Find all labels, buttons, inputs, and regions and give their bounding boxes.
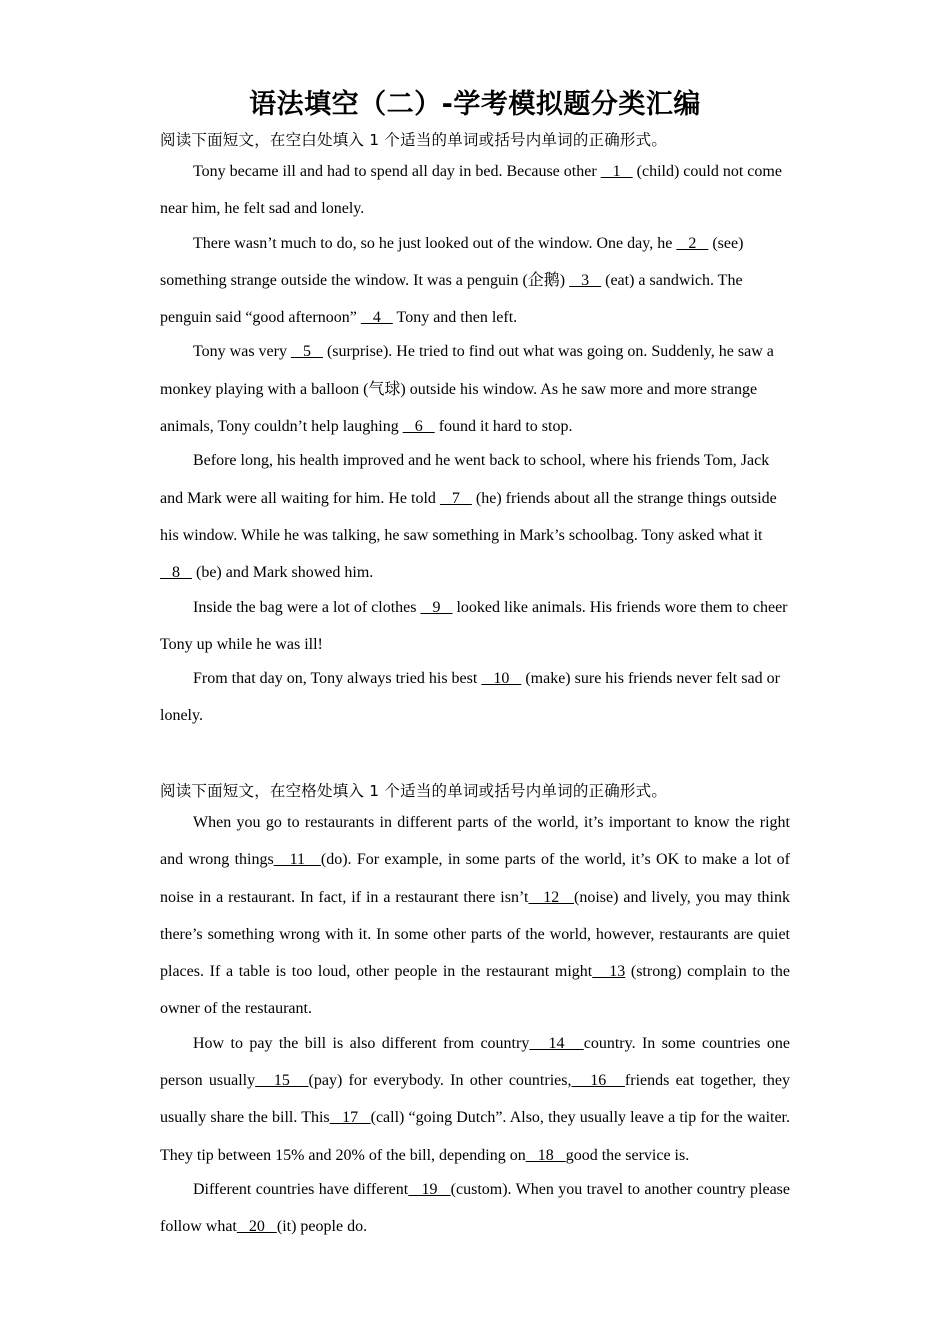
passage-text: (noise) and lively, you may think there’s something wrong with it. In some other parts of the world, however, restaurants are quiet places. If a table is too loud, other people in the restaurant might [160, 888, 791, 981]
passage-text: From that day on, Tony always tried his best [193, 670, 482, 688]
passage-text: good the service is. [565, 1146, 690, 1164]
passage-text: found it hard to stop. [434, 418, 573, 436]
answer-blank: 13 [592, 963, 626, 981]
passage-text: (eat) a sandwich. The penguin said “good afternoon” [160, 271, 743, 327]
answer-blank: 8 [160, 564, 192, 582]
answer-blank: 11 [273, 851, 321, 869]
paragraph [160, 804, 790, 1028]
passage-text: There wasn’t much to do, so he just looked out of the window. One day, he [193, 234, 677, 252]
passage-2 [160, 804, 790, 1246]
page-title: 语法填空（二）-学考模拟题分类汇编 [249, 89, 701, 120]
paragraph [160, 1171, 790, 1246]
passage-text: looked like animals. His friends wore them to cheer Tony up while he was ill! [160, 598, 788, 653]
paragraph [160, 1025, 790, 1174]
answer-blank: 17 [329, 1109, 371, 1127]
paragraph [160, 225, 790, 337]
passage-text: (be) and Mark showed him. [192, 564, 374, 582]
answer-blank: 4 [360, 309, 393, 327]
answer-blank: 5 [290, 343, 323, 361]
answer-blank: 10 [481, 670, 522, 688]
paragraph [160, 442, 790, 591]
answer-blank: 1 [600, 163, 633, 180]
passage-text: Tony was very [193, 343, 291, 361]
passage-text: friends eat together, they usually share the bill. This [160, 1072, 791, 1127]
passage-text: (see) something strange outside the window. It was a penguin (企鹅) [160, 234, 744, 289]
answer-blank: 14 [529, 1034, 584, 1052]
passage-text: (make) sure his friends never felt sad or lonely. [160, 670, 780, 725]
passage-text: Different countries have different [193, 1180, 409, 1198]
answer-blank: 15 [255, 1072, 309, 1090]
passage-text: Tony became ill and had to spend all day in bed. Because other [193, 163, 601, 180]
passage-1 [160, 153, 790, 735]
passage-text: Tony and then left. [392, 309, 518, 327]
passage-text: How to pay the bill is also different from country [193, 1034, 530, 1052]
passage-text: (child) could not come near him, he felt sad and lonely. [160, 163, 782, 218]
answer-blank: 18 [525, 1146, 566, 1164]
answer-blank: 16 [571, 1072, 625, 1090]
answer-blank: 20 [236, 1218, 277, 1236]
answer-blank: 7 [439, 489, 472, 507]
passage-text: (pay) for everybody. In other countries, [308, 1072, 572, 1090]
paragraph [160, 660, 790, 735]
passage-text: (do). For example, in some parts of the world, it’s OK to make a lot of noise in a restaurant. In fact, if in a restaurant there isn’t [160, 851, 791, 906]
passage-text: (strong) complain to the owner of the restaurant. [160, 963, 791, 1018]
answer-blank: 19 [408, 1180, 451, 1198]
passage-text: (custom). When you travel to another country please follow what [160, 1180, 791, 1236]
answer-blank: 3 [569, 271, 602, 289]
answer-blank: 12 [528, 888, 574, 906]
passage-text: (call) “going Dutch”. Also, they usually leave a tip for the waiter. They tip between 15% and 20% of the bill, depending on [160, 1109, 791, 1164]
section1-instruction: 阅读下面短文，在空白处填入 1 个适当的单词或括号内单词的正确形式。 [160, 131, 668, 149]
passage-text: Before long, his health improved and he went back to school, where his friends Tom, Jack and Mark were all waiting for him. He told [160, 452, 770, 507]
passage-text: (he) friends about all the strange things outside his window. While he was talking, he saw something in Mark’s schoolbag. Tony asked what it [160, 489, 777, 544]
paragraph [160, 333, 790, 445]
paragraph [160, 153, 790, 228]
section2-instruction: 阅读下面短文，在空格处填入 1 个适当的单词或括号内单词的正确形式。 [160, 782, 668, 800]
paragraph [160, 589, 790, 664]
passage-text: Inside the bag were a lot of clothes [193, 598, 421, 616]
passage-text: When you go to restaurants in different parts of the world, it’s important to know the right and wrong things [160, 814, 790, 869]
answer-blank: 9 [420, 598, 453, 616]
answer-blank: 2 [676, 234, 709, 252]
passage-text: (it) people do. [276, 1218, 368, 1236]
passage-text: country. In some countries one person usually [160, 1034, 791, 1090]
answer-blank: 6 [402, 418, 435, 436]
passage-text: (surprise). He tried to find out what was going on. Suddenly, he saw a monkey playing with a balloon (气球) outside his window. As he saw more and more strange animals, Tony couldn’t help laughing [160, 343, 774, 436]
